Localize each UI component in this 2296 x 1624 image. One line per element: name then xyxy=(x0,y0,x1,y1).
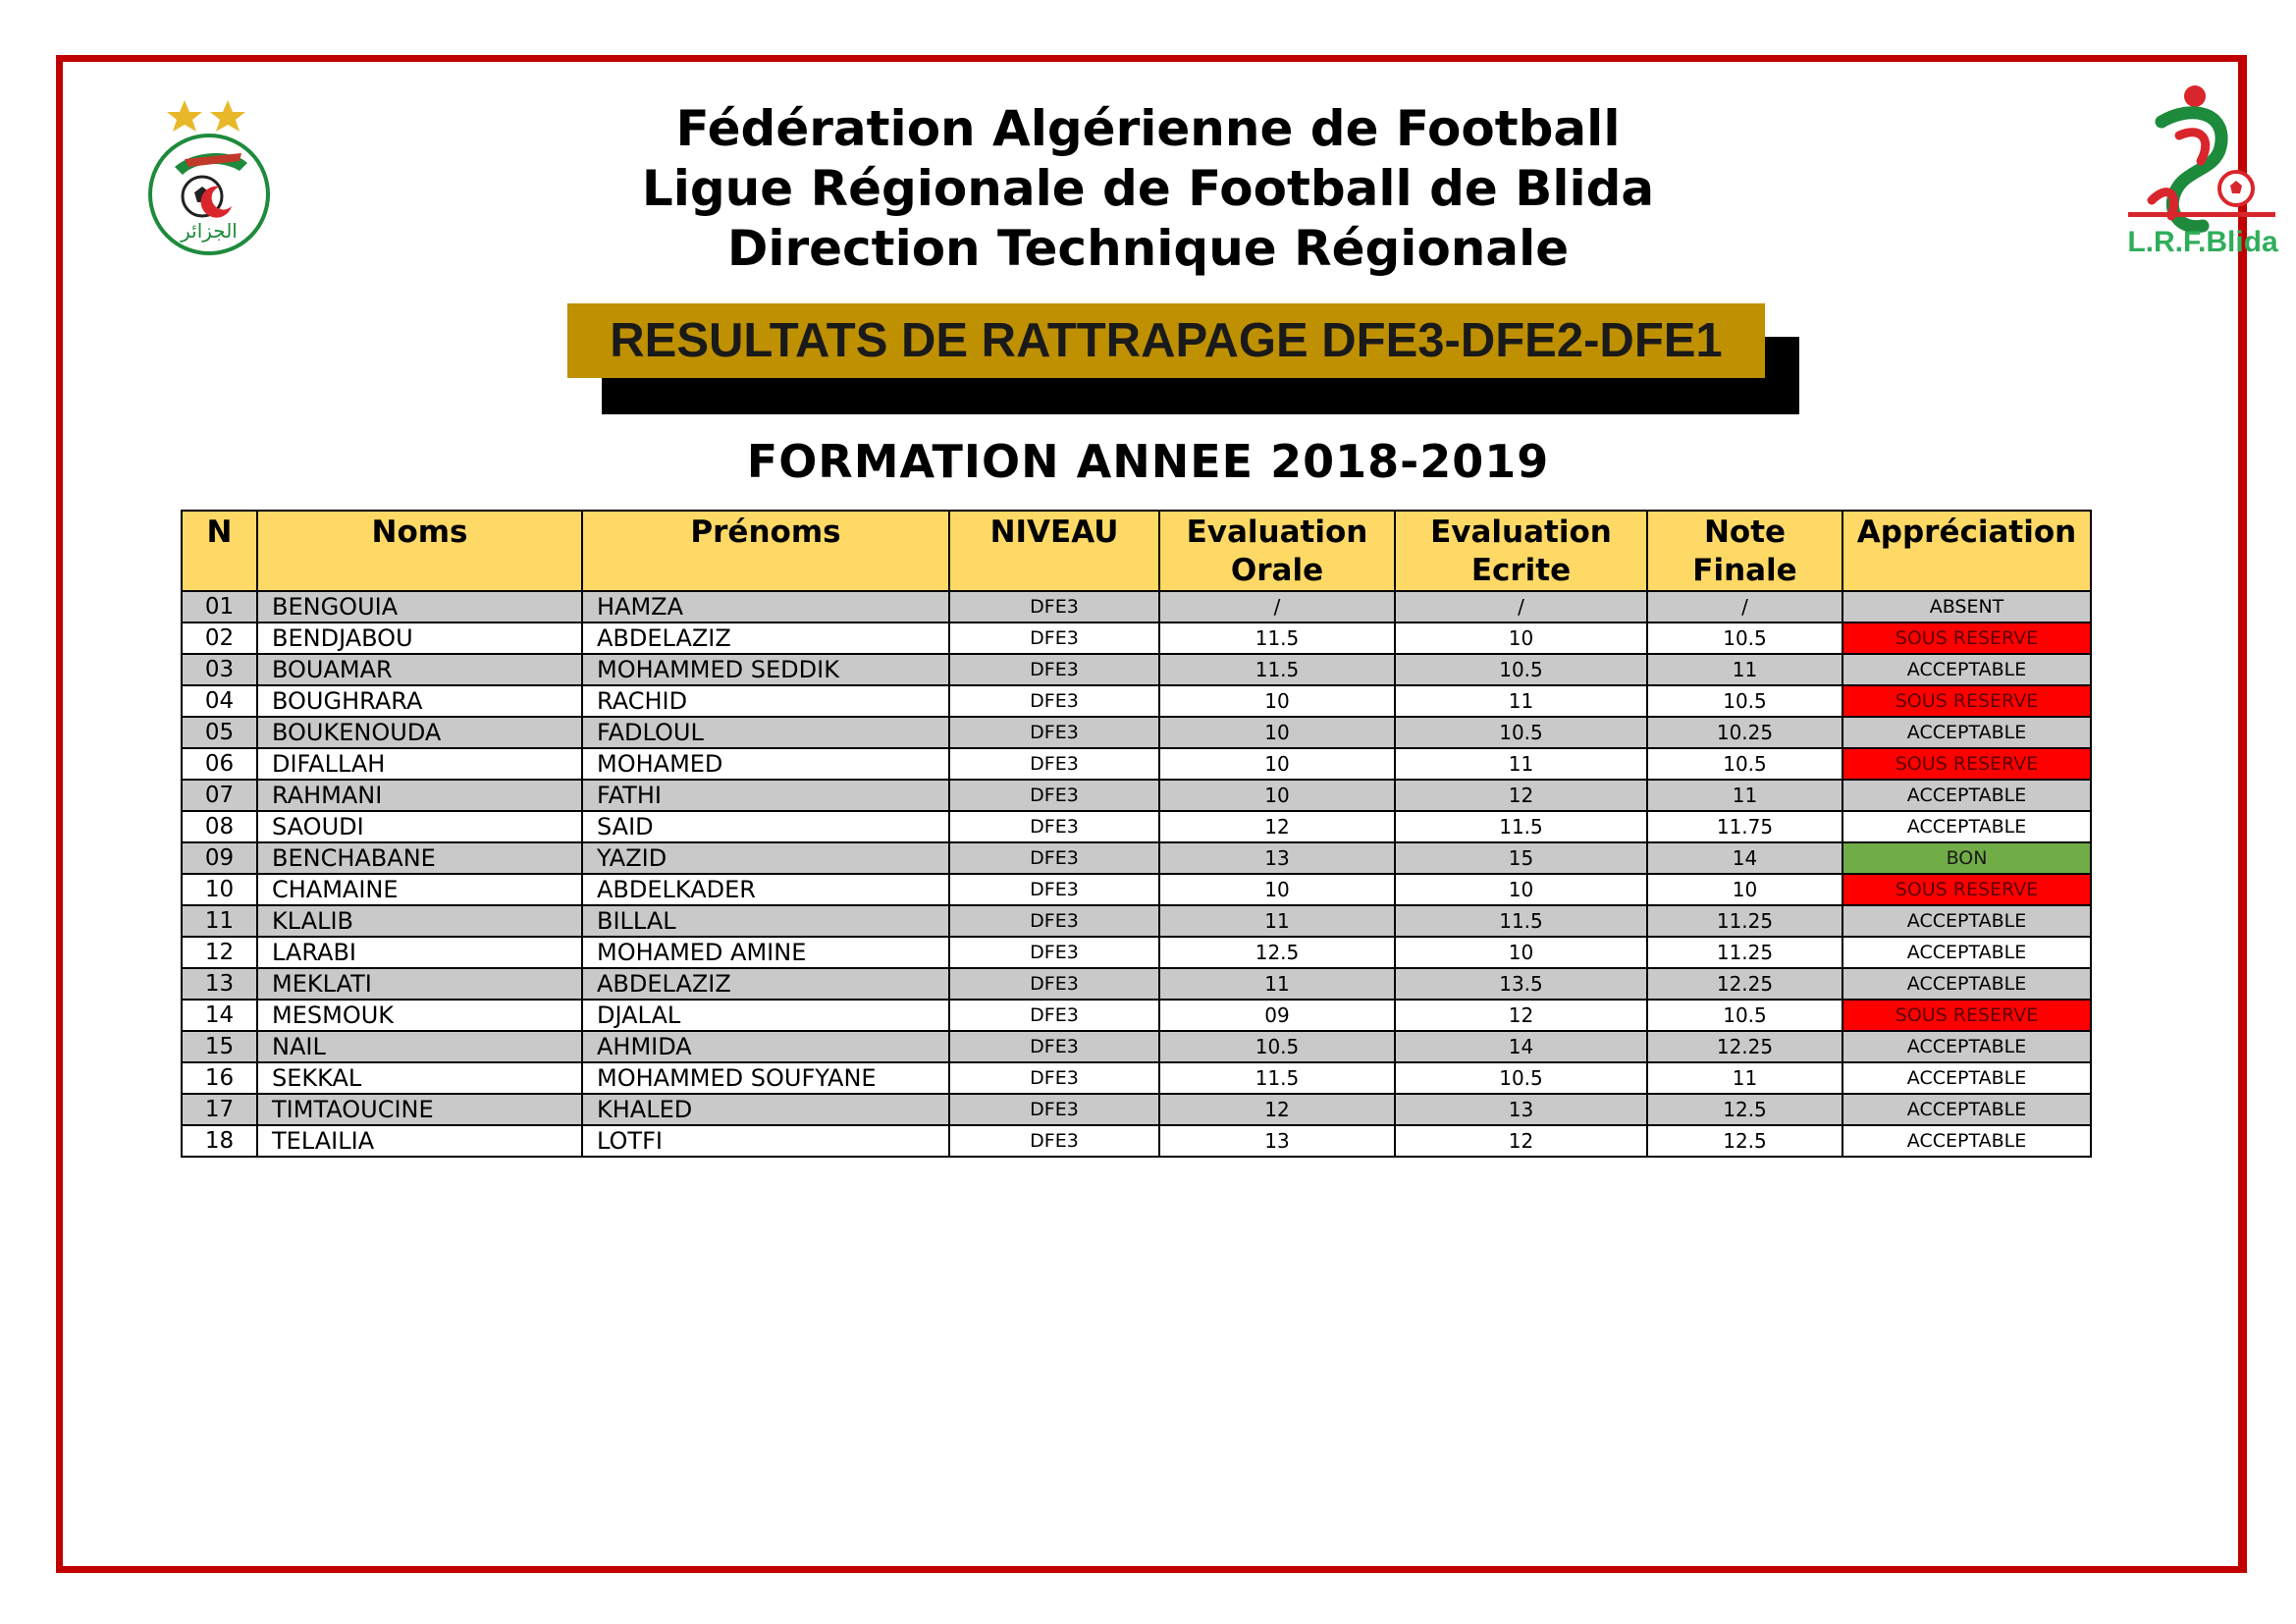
cell-appreciation: ACCEPTABLE xyxy=(1842,1094,2091,1125)
cell-nom: BOUKENOUDA xyxy=(257,717,582,748)
cell-evaluation-ecrite: 10 xyxy=(1395,874,1647,905)
cell-prenom: AHMIDA xyxy=(582,1031,949,1062)
cell-n: 03 xyxy=(182,654,257,685)
cell-note-finale: 12.5 xyxy=(1647,1094,1842,1125)
cell-n: 04 xyxy=(182,685,257,717)
cell-evaluation-orale: 11.5 xyxy=(1159,1062,1395,1094)
cell-nom: TELAILIA xyxy=(257,1125,582,1157)
cell-nom: BOUAMAR xyxy=(257,654,582,685)
svg-text:L.R.F.Blida: L.R.F.Blida xyxy=(2127,226,2278,258)
cell-evaluation-ecrite: 10.5 xyxy=(1395,1062,1647,1094)
table-row xyxy=(182,1062,2091,1094)
cell-note-finale: 10.5 xyxy=(1647,685,1842,717)
cell-n: 01 xyxy=(182,591,257,623)
cell-evaluation-orale: 12 xyxy=(1159,1094,1395,1125)
cell-evaluation-orale: 10 xyxy=(1159,685,1395,717)
cell-evaluation-ecrite: 10.5 xyxy=(1395,717,1647,748)
cell-note-finale: 14 xyxy=(1647,842,1842,874)
svg-text:الجزائر: الجزائر xyxy=(181,219,238,243)
cell-evaluation-ecrite: 12 xyxy=(1395,780,1647,811)
cell-appreciation: ACCEPTABLE xyxy=(1842,780,2091,811)
cell-n: 17 xyxy=(182,1094,257,1125)
cell-nom: MEKLATI xyxy=(257,968,582,1000)
cell-prenom: FATHI xyxy=(582,780,949,811)
cell-evaluation-ecrite: 11 xyxy=(1395,685,1647,717)
cell-niveau: DFE3 xyxy=(949,1062,1159,1094)
cell-niveau: DFE3 xyxy=(949,874,1159,905)
cell-prenom: ABDELAZIZ xyxy=(582,968,949,1000)
cell-prenom: YAZID xyxy=(582,842,949,874)
cell-n: 07 xyxy=(182,780,257,811)
cell-nom: DIFALLAH xyxy=(257,748,582,780)
cell-niveau: DFE3 xyxy=(949,685,1159,717)
cell-nom: BENDJABOU xyxy=(257,623,582,654)
cell-evaluation-ecrite: 13 xyxy=(1395,1094,1647,1125)
cell-appreciation: SOUS RESERVE xyxy=(1842,874,2091,905)
table-row xyxy=(182,591,2091,623)
cell-evaluation-ecrite: 11 xyxy=(1395,748,1647,780)
cell-prenom: DJALAL xyxy=(582,1000,949,1031)
cell-evaluation-ecrite: 10 xyxy=(1395,937,1647,968)
cell-appreciation: SOUS RESERVE xyxy=(1842,748,2091,780)
cell-n: 18 xyxy=(182,1125,257,1157)
cell-evaluation-orale: / xyxy=(1159,591,1395,623)
cell-evaluation-orale: 11.5 xyxy=(1159,654,1395,685)
cell-note-finale: 11 xyxy=(1647,1062,1842,1094)
cell-evaluation-orale: 13 xyxy=(1159,842,1395,874)
cell-n: 12 xyxy=(182,937,257,968)
cell-evaluation-orale: 10 xyxy=(1159,717,1395,748)
cell-n: 14 xyxy=(182,1000,257,1031)
cell-note-finale: 10 xyxy=(1647,874,1842,905)
table-row xyxy=(182,1125,2091,1157)
cell-evaluation-orale: 10 xyxy=(1159,874,1395,905)
cell-appreciation: SOUS RESERVE xyxy=(1842,685,2091,717)
cell-appreciation: ACCEPTABLE xyxy=(1842,811,2091,842)
cell-note-finale: 10.5 xyxy=(1647,748,1842,780)
cell-prenom: LOTFI xyxy=(582,1125,949,1157)
table-row xyxy=(182,623,2091,654)
cell-niveau: DFE3 xyxy=(949,717,1159,748)
table-row xyxy=(182,842,2091,874)
cell-note-finale: 11 xyxy=(1647,780,1842,811)
table-row xyxy=(182,717,2091,748)
cell-note-finale: 12.5 xyxy=(1647,1125,1842,1157)
table-row xyxy=(182,968,2091,1000)
cell-niveau: DFE3 xyxy=(949,811,1159,842)
cell-appreciation: ACCEPTABLE xyxy=(1842,1062,2091,1094)
cell-evaluation-ecrite: / xyxy=(1395,591,1647,623)
cell-n: 16 xyxy=(182,1062,257,1094)
cell-nom: MESMOUK xyxy=(257,1000,582,1031)
cell-evaluation-ecrite: 11.5 xyxy=(1395,905,1647,937)
cell-appreciation: SOUS RESERVE xyxy=(1842,1000,2091,1031)
cell-prenom: MOHAMED xyxy=(582,748,949,780)
cell-prenom: ABDELAZIZ xyxy=(582,623,949,654)
cell-prenom: BILLAL xyxy=(582,905,949,937)
cell-n: 11 xyxy=(182,905,257,937)
cell-nom: SEKKAL xyxy=(257,1062,582,1094)
cell-prenom: SAID xyxy=(582,811,949,842)
cell-niveau: DFE3 xyxy=(949,748,1159,780)
cell-niveau: DFE3 xyxy=(949,842,1159,874)
cell-evaluation-ecrite: 10 xyxy=(1395,623,1647,654)
cell-appreciation: ACCEPTABLE xyxy=(1842,968,2091,1000)
cell-appreciation: SOUS RESERVE xyxy=(1842,623,2091,654)
header-prenoms: Prénoms xyxy=(582,511,949,591)
cell-note-finale: 11.25 xyxy=(1647,905,1842,937)
header-evaluation-orale: Evaluation Orale xyxy=(1159,511,1395,591)
cell-n: 05 xyxy=(182,717,257,748)
cell-evaluation-orale: 10.5 xyxy=(1159,1031,1395,1062)
cell-evaluation-ecrite: 11.5 xyxy=(1395,811,1647,842)
table-row xyxy=(182,654,2091,685)
cell-n: 10 xyxy=(182,874,257,905)
header-n: N xyxy=(182,511,257,591)
table-row xyxy=(182,874,2091,905)
cell-appreciation: ACCEPTABLE xyxy=(1842,937,2091,968)
cell-note-finale: 11 xyxy=(1647,654,1842,685)
table-row xyxy=(182,1094,2091,1125)
formation-year-title: FORMATION ANNEE 2018-2019 xyxy=(746,435,1550,488)
cell-niveau: DFE3 xyxy=(949,654,1159,685)
cell-niveau: DFE3 xyxy=(949,591,1159,623)
cell-appreciation: ACCEPTABLE xyxy=(1842,1125,2091,1157)
header-niveau: NIVEAU xyxy=(949,511,1159,591)
cell-nom: BENCHABANE xyxy=(257,842,582,874)
cell-note-finale: 11.75 xyxy=(1647,811,1842,842)
cell-niveau: DFE3 xyxy=(949,623,1159,654)
table-row xyxy=(182,1031,2091,1062)
cell-niveau: DFE3 xyxy=(949,1000,1159,1031)
cell-evaluation-orale: 10 xyxy=(1159,780,1395,811)
header-league: Ligue Régionale de Football de Blida xyxy=(641,160,1655,217)
cell-nom: CHAMAINE xyxy=(257,874,582,905)
cell-note-finale: 10.5 xyxy=(1647,623,1842,654)
cell-prenom: HAMZA xyxy=(582,591,949,623)
cell-evaluation-ecrite: 12 xyxy=(1395,1000,1647,1031)
cell-note-finale: / xyxy=(1647,591,1842,623)
cell-evaluation-orale: 12 xyxy=(1159,811,1395,842)
header-appreciation: Appréciation xyxy=(1842,511,2091,591)
cell-n: 08 xyxy=(182,811,257,842)
cell-evaluation-ecrite: 12 xyxy=(1395,1125,1647,1157)
cell-n: 06 xyxy=(182,748,257,780)
cell-n: 15 xyxy=(182,1031,257,1062)
cell-appreciation: ABSENT xyxy=(1842,591,2091,623)
cell-nom: BENGOUIA xyxy=(257,591,582,623)
table-row xyxy=(182,1000,2091,1031)
cell-niveau: DFE3 xyxy=(949,968,1159,1000)
cell-prenom: MOHAMED AMINE xyxy=(582,937,949,968)
table-row xyxy=(182,811,2091,842)
cell-nom: KLALIB xyxy=(257,905,582,937)
cell-prenom: MOHAMMED SEDDIK xyxy=(582,654,949,685)
cell-prenom: MOHAMMED SOUFYANE xyxy=(582,1062,949,1094)
cell-note-finale: 11.25 xyxy=(1647,937,1842,968)
cell-evaluation-orale: 13 xyxy=(1159,1125,1395,1157)
cell-appreciation: BON xyxy=(1842,842,2091,874)
cell-niveau: DFE3 xyxy=(949,780,1159,811)
cell-appreciation: ACCEPTABLE xyxy=(1842,905,2091,937)
cell-evaluation-ecrite: 15 xyxy=(1395,842,1647,874)
cell-evaluation-orale: 11.5 xyxy=(1159,623,1395,654)
cell-note-finale: 12.25 xyxy=(1647,1031,1842,1062)
header-direction: Direction Technique Régionale xyxy=(726,220,1570,277)
cell-evaluation-ecrite: 13.5 xyxy=(1395,968,1647,1000)
cell-note-finale: 12.25 xyxy=(1647,968,1842,1000)
cell-evaluation-orale: 11 xyxy=(1159,968,1395,1000)
table-row xyxy=(182,685,2091,717)
cell-n: 09 xyxy=(182,842,257,874)
cell-prenom: FADLOUL xyxy=(582,717,949,748)
table-row xyxy=(182,780,2091,811)
cell-niveau: DFE3 xyxy=(949,905,1159,937)
cell-appreciation: ACCEPTABLE xyxy=(1842,654,2091,685)
cell-niveau: DFE3 xyxy=(949,1125,1159,1157)
cell-appreciation: ACCEPTABLE xyxy=(1842,717,2091,748)
header-evaluation-ecrite: Evaluation Ecrite xyxy=(1395,511,1647,591)
table-row xyxy=(182,748,2091,780)
cell-note-finale: 10.25 xyxy=(1647,717,1842,748)
cell-prenom: ABDELKADER xyxy=(582,874,949,905)
cell-nom: LARABI xyxy=(257,937,582,968)
header-noms: Noms xyxy=(257,511,582,591)
cell-niveau: DFE3 xyxy=(949,1094,1159,1125)
results-table xyxy=(181,510,2092,1158)
cell-n: 02 xyxy=(182,623,257,654)
cell-nom: RAHMANI xyxy=(257,780,582,811)
cell-evaluation-orale: 09 xyxy=(1159,1000,1395,1031)
cell-prenom: RACHID xyxy=(582,685,949,717)
cell-evaluation-orale: 12.5 xyxy=(1159,937,1395,968)
cell-evaluation-ecrite: 10.5 xyxy=(1395,654,1647,685)
cell-nom: TIMTAOUCINE xyxy=(257,1094,582,1125)
cell-evaluation-orale: 10 xyxy=(1159,748,1395,780)
table-row xyxy=(182,937,2091,968)
cell-niveau: DFE3 xyxy=(949,1031,1159,1062)
header-federation: Fédération Algérienne de Football xyxy=(675,100,1621,157)
cell-nom: BOUGHRARA xyxy=(257,685,582,717)
cell-nom: NAIL xyxy=(257,1031,582,1062)
results-banner: RESULTATS DE RATTRAPAGE DFE3-DFE2-DFE1 xyxy=(567,303,1765,378)
table-header-row xyxy=(182,511,2091,591)
cell-nom: SAOUDI xyxy=(257,811,582,842)
header-note-finale: Note Finale xyxy=(1647,511,1842,591)
cell-niveau: DFE3 xyxy=(949,937,1159,968)
cell-note-finale: 10.5 xyxy=(1647,1000,1842,1031)
cell-prenom: KHALED xyxy=(582,1094,949,1125)
cell-appreciation: ACCEPTABLE xyxy=(1842,1031,2091,1062)
cell-n: 13 xyxy=(182,968,257,1000)
cell-evaluation-orale: 11 xyxy=(1159,905,1395,937)
cell-evaluation-ecrite: 14 xyxy=(1395,1031,1647,1062)
table-row xyxy=(182,905,2091,937)
